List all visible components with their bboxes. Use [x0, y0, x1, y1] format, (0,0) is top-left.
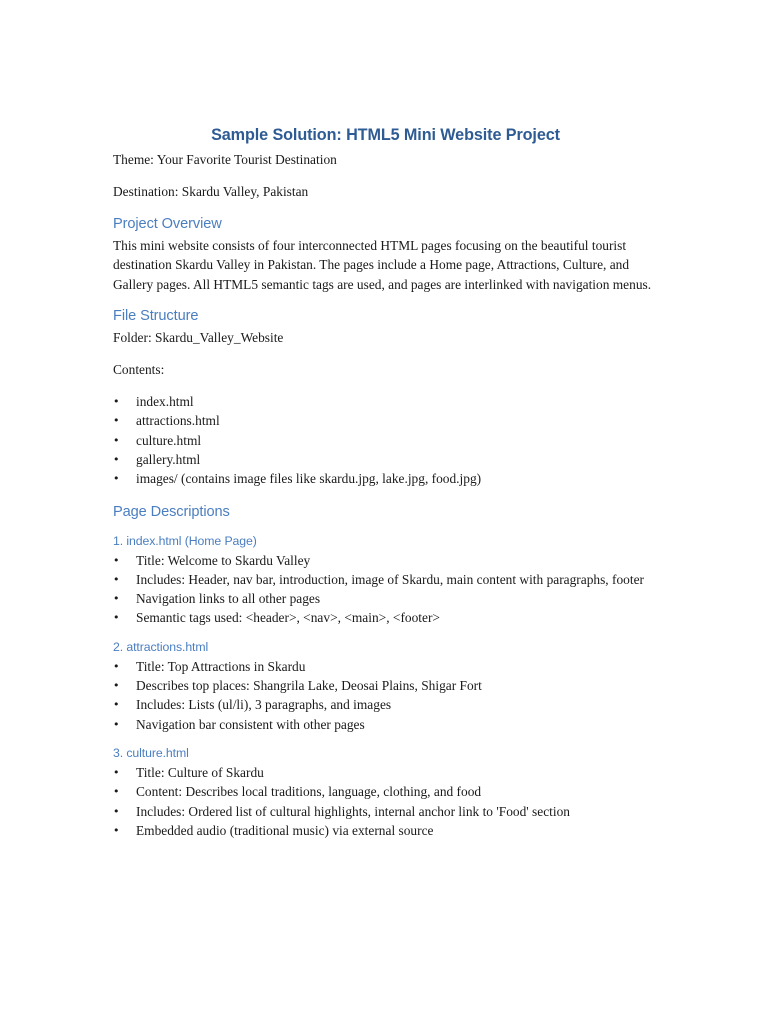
culture-page-list	[113, 763, 658, 840]
list-item: • index.html	[113, 392, 658, 411]
bullet-icon: •	[113, 659, 120, 673]
contents-label: Contents:	[113, 362, 165, 378]
list-item: • attractions.html	[113, 411, 658, 430]
bullet-icon: •	[113, 804, 120, 818]
index-page-list	[113, 551, 658, 628]
bullet-icon: •	[113, 679, 120, 693]
document-title: Sample Solution: HTML5 Mini Website Project	[211, 126, 560, 144]
project-overview-heading: Project Overview	[113, 216, 222, 233]
bullet-icon: •	[113, 395, 120, 409]
theme-line: Theme: Your Favorite Tourist Destination	[113, 152, 337, 167]
list-item: • Semantic tags used: <header>, <nav>, <main>, <footer>	[113, 608, 658, 627]
attractions-page-heading: 2. attractions.html	[113, 639, 209, 654]
bullet-icon: •	[113, 698, 120, 712]
folder-line: Folder: Skardu_Valley_Website	[113, 330, 284, 346]
list-item: • Navigation bar consistent with other pages	[113, 715, 658, 734]
list-item: • Embedded audio (traditional music) via external source	[113, 821, 658, 840]
destination-line: Destination: Skardu Valley, Pakistan	[113, 183, 309, 199]
list-item: • Includes: Ordered list of cultural highlights, internal anchor link to 'Food' section	[113, 802, 658, 821]
bullet-icon: •	[113, 553, 120, 567]
bullet-icon: •	[113, 717, 120, 731]
file-structure-heading: File Structure	[113, 308, 199, 325]
list-item: • Title: Top Attractions in Skardu	[113, 657, 658, 676]
bullet-icon: •	[113, 592, 120, 606]
list-item: • Describes top places: Shangrila Lake, Deosai Plains, Shigar Fort	[113, 676, 658, 695]
bullet-icon: •	[113, 785, 120, 799]
list-item: • Includes: Header, nav bar, introduction, image of Skardu, main content with paragraphs, footer	[113, 570, 658, 589]
page-descriptions-heading: Page Descriptions	[113, 503, 230, 520]
project-overview-paragraph: This mini website consists of four interconnected HTML pages focusing on the beautiful tourist destination Skardu Valley in Pakistan. The pages include a Home page, Attractions, Culture, and Gallery pages. All HTML5 semantic tags are used, and pages are interlinked with navigation menus.	[113, 238, 652, 292]
bullet-icon: •	[113, 472, 120, 486]
bullet-icon: •	[113, 572, 120, 586]
attractions-page-list	[113, 657, 658, 734]
bullet-icon: •	[113, 452, 120, 466]
list-item: • Includes: Lists (ul/li), 3 paragraphs, and images	[113, 695, 658, 714]
bullet-icon: •	[113, 823, 120, 837]
list-item: • gallery.html	[113, 450, 658, 469]
index-page-heading: 1. index.html (Home Page)	[113, 533, 257, 548]
list-item: • Title: Culture of Skardu	[113, 763, 658, 782]
file-list	[113, 392, 658, 488]
list-item: • Title: Welcome to Skardu Valley	[113, 551, 658, 570]
bullet-icon: •	[113, 433, 120, 447]
bullet-icon: •	[113, 611, 120, 625]
list-item: • Content: Describes local traditions, language, clothing, and food	[113, 782, 658, 801]
culture-page-heading: 3. culture.html	[113, 745, 189, 760]
document-body	[113, 124, 658, 840]
list-item: • culture.html	[113, 431, 658, 450]
bullet-icon: •	[113, 414, 120, 428]
list-item: • images/ (contains image files like skardu.jpg, lake.jpg, food.jpg)	[113, 469, 658, 488]
bullet-icon: •	[113, 765, 120, 779]
list-item: • Navigation links to all other pages	[113, 589, 658, 608]
